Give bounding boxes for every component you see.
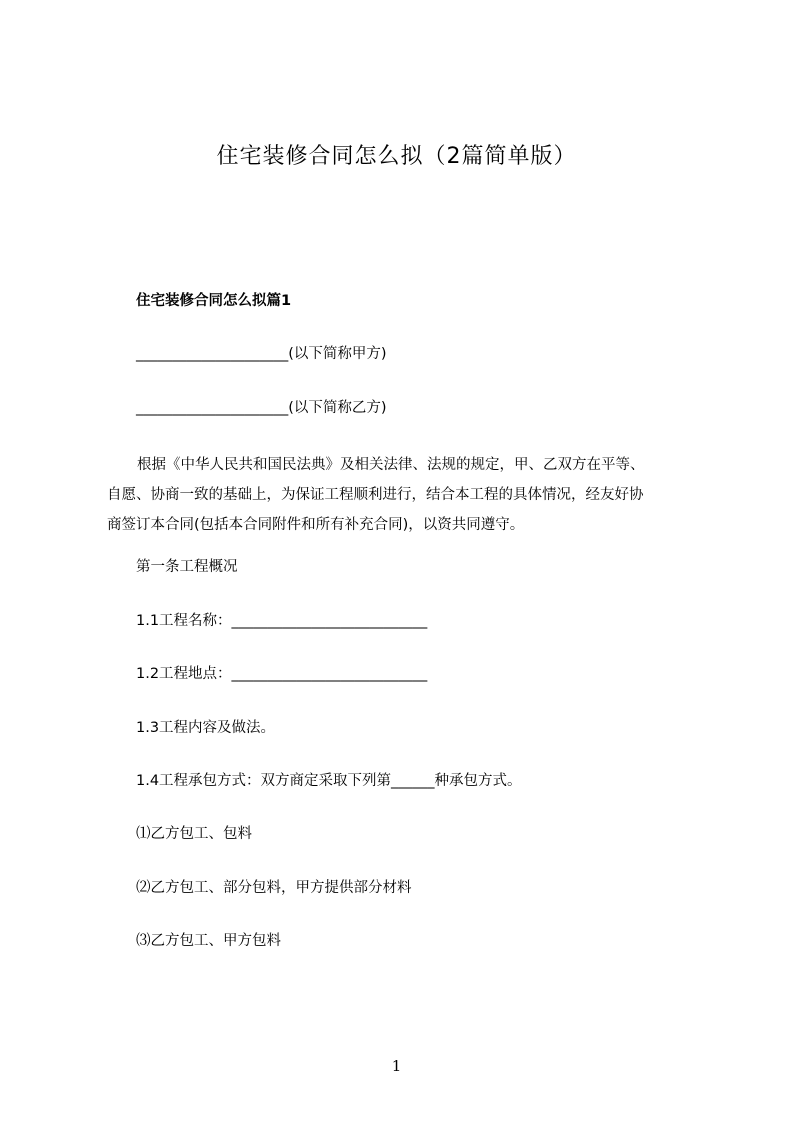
party-a-line: _____________________(以下简称甲方) (136, 346, 387, 362)
contract-method-item: 1.4工程承包方式：双方商定采取下列第______种承包方式。 (136, 773, 522, 789)
project-content-item: 1.3工程内容及做法。 (136, 720, 276, 736)
contract-option-3: ⑶乙方包工、甲方包料 (136, 933, 281, 949)
document-title: 住宅装修合同怎么拟（2篇简单版） (216, 144, 577, 169)
contract-option-2: ⑵乙方包工、部分包料，甲方提供部分材料 (136, 880, 412, 896)
intro-paragraph (107, 450, 697, 540)
contract-option-1: ⑴乙方包工、包料 (136, 826, 252, 842)
project-location-item: 1.2工程地点：___________________________ (136, 666, 428, 682)
project-name-item: 1.1工程名称：___________________________ (136, 613, 428, 629)
section-heading: 住宅装修合同怎么拟篇1 (136, 293, 292, 309)
article-heading: 第一条工程概况 (136, 559, 238, 575)
intro-paragraph-line: 商签订本合同(包括本合同附件和所有补充合同)，以资共同遵守。 (107, 517, 525, 533)
intro-paragraph-line: 自愿、协商一致的基础上，为保证工程顺利进行，结合本工程的具体情况，经友好协 (107, 487, 644, 503)
page-number: 1 (391, 1057, 402, 1075)
party-b-line: _____________________(以下简称乙方) (136, 400, 387, 416)
intro-paragraph-line: 根据《中华人民共和国民法典》及相关法律、法规的规定，甲、乙双方在平等、 (137, 457, 645, 473)
